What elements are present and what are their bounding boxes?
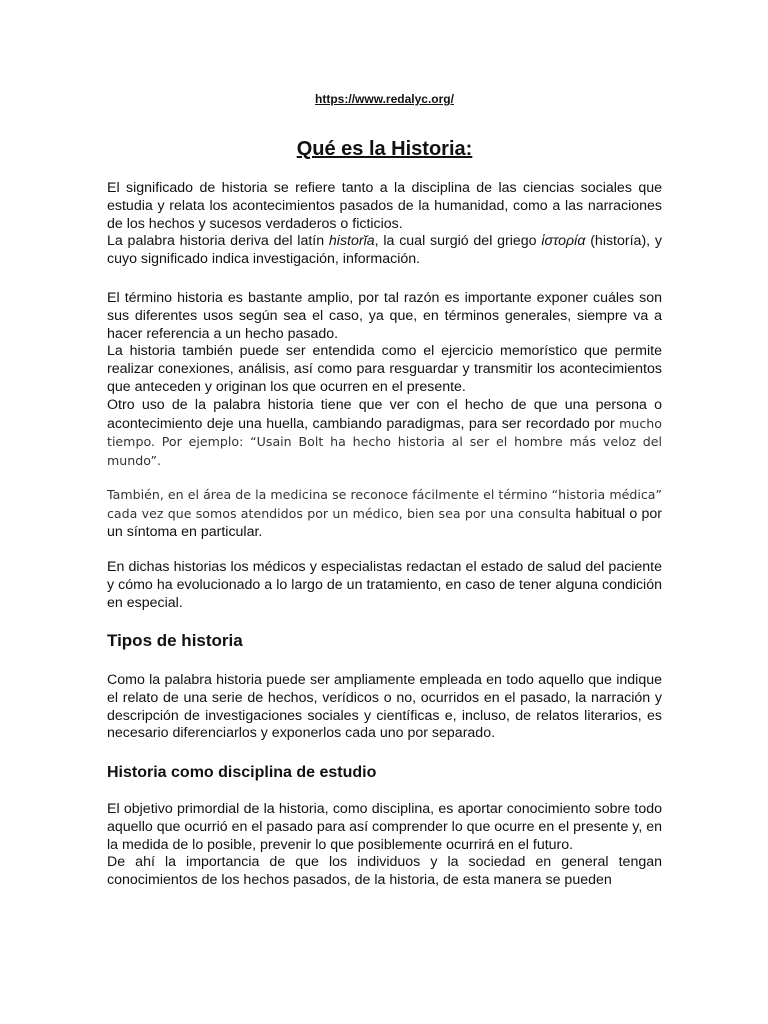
usos-section <box>107 290 662 471</box>
disciplina-paragraph-1: El objetivo primordial de la historia, como disciplina, es aportar conocimiento sobre todo aquello que ocurrió en el pasado para así comprender lo que ocurre en el presente y, en la medida de lo posible, prevenir lo que posiblemente ocurrirá en el futuro. <box>107 801 662 853</box>
usos-paragraph-3: Otro uso de la palabra historia tiene que ver con el hecho de que una persona o acontecimiento deje una huella, cambiando paradigmas, para ser recordado por mucho tiempo. Por ejemplo: “Usain Bolt ha hecho historia al ser el hombre más veloz del mundo”. <box>107 396 662 469</box>
medicina-paragraph-2: En dichas historias los médicos y especialistas redactan el estado de salud del paciente y cómo ha evolucionado a lo largo de un tratamiento, en caso de tener alguna condición en especial. <box>107 559 662 611</box>
tipos-heading: Tipos de historia <box>107 631 243 650</box>
intro-paragraph-2: La palabra historia deriva del latín historĭa, la cual surgió del griego ἱστορία (historía), y cuyo significado indica investigación, información. <box>107 233 662 268</box>
usos-paragraph-1: El término historia es bastante amplio, por tal razón es importante exponer cuáles son sus diferentes usos según sea el caso, ya que, en términos generales, siempre va a hacer referencia a un hecho pasado. <box>107 290 662 342</box>
tipos-paragraph-1: Como la palabra historia puede ser ampliamente empleada en todo aquello que indique el relato de una serie de hechos, verídicos o no, ocurridos en el pasado, la narración y descripción de investigaciones sociales y científicas e, incluso, de relatos literarios, es necesario diferenciarlos y exponerlos cada uno por separado. <box>107 672 662 742</box>
latin-term: historĭa <box>328 233 375 250</box>
intro-section <box>107 180 662 269</box>
source-url-link[interactable]: https://www.redalyc.org/ <box>315 92 454 106</box>
medicina-section-2 <box>107 559 662 612</box>
page-title: Qué es la Historia: <box>296 138 473 160</box>
intro-paragraph-1: El significado de historia se refiere tanto a la disciplina de las ciencias sociales que estudia y relata los acontecimientos pasados de la humanidad, como a las narraciones de los hechos y sucesos verdaderos o ficticios. <box>107 180 662 232</box>
medicina-section <box>107 486 662 541</box>
tipos-section <box>107 672 662 743</box>
disciplina-heading: Historia como disciplina de estudio <box>107 764 377 781</box>
disciplina-paragraph-2: De ahí la importancia de que los individuos y la sociedad en general tengan conocimientos de los hechos pasados, de la historia, de esta manera se pueden <box>107 854 662 889</box>
medicina-paragraph-1: También, en el área de la medicina se reconoce fácilmente el término “historia médica” cada vez que somos atendidos por un médico, bien sea por una consulta habitual o por un síntoma en particular. <box>107 487 663 540</box>
disciplina-section <box>107 801 662 890</box>
greek-term: ἱστορία <box>541 233 586 250</box>
usos-paragraph-2: La historia también puede ser entendida como el ejercicio memorístico que permite realizar conexiones, análisis, así como para resguardar y transmitir los acontecimientos que anteceden y originan los que ocurren en el presente. <box>107 343 662 395</box>
